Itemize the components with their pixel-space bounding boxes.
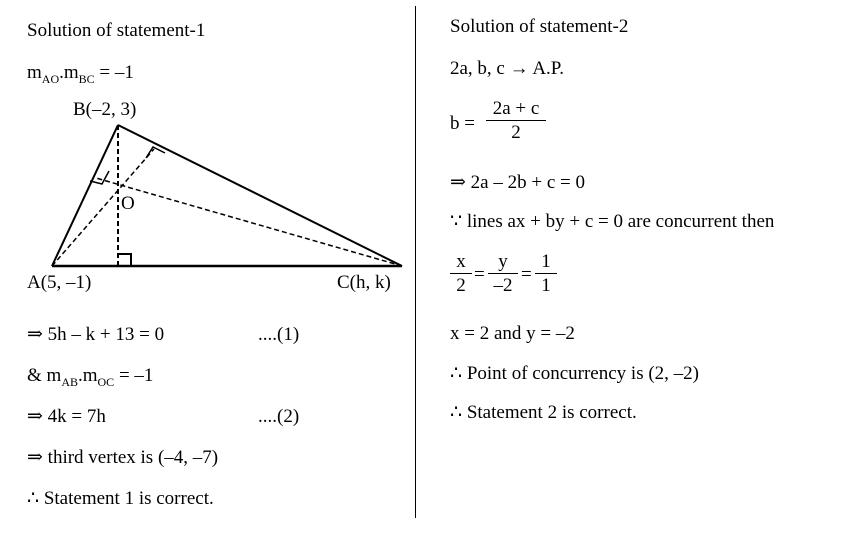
fraction-x-denominator: 2 <box>456 275 466 296</box>
equation-slope-product-2 <box>27 365 153 388</box>
eq2-dot-m: .m <box>77 365 98 386</box>
altitude-from-a <box>52 149 154 266</box>
equation-line-1: ⇒ 5h – k + 13 = 0 <box>27 324 165 345</box>
side-bc <box>118 125 402 266</box>
column-divider <box>415 6 416 518</box>
fraction-y-numerator: y <box>498 251 508 272</box>
third-vertex-line: ⇒ third vertex is (–4, –7) <box>27 447 219 468</box>
b-equals-label: b = <box>450 113 475 134</box>
eq2-sub-ab: AB <box>61 375 78 389</box>
right-angle-marker-ac <box>118 254 131 266</box>
concurrency-condition-line: ∵ lines ax + by + c = 0 are concurrent then <box>450 211 775 232</box>
xy-values-line: x = 2 and y = –2 <box>450 323 575 344</box>
fraction-one-denominator: 1 <box>541 275 551 296</box>
statement-2-conclusion: ∴ Statement 2 is correct. <box>450 402 637 423</box>
right-angle-marker-bc <box>146 147 165 158</box>
eq2-rhs: = –1 <box>114 365 154 386</box>
statement-1-heading: Solution of statement-1 <box>27 20 206 41</box>
eq2-pre: & m <box>27 365 62 386</box>
equation-ref-1: ....(1) <box>258 324 300 345</box>
point-of-concurrency-line: ∴ Point of concurrency is (2, –2) <box>450 363 700 384</box>
eq1-sub-ao: AO <box>41 72 60 86</box>
eq1-dot-m: .m <box>59 62 79 83</box>
statement-1-conclusion: ∴ Statement 1 is correct. <box>27 488 214 509</box>
fraction-one <box>535 251 557 298</box>
b-fraction-denominator: 2 <box>511 122 521 143</box>
eq1-rhs: = –1 <box>94 62 134 83</box>
label-vertex-a: A(5, –1) <box>27 272 92 293</box>
fraction-x <box>450 251 472 298</box>
b-fraction <box>486 98 546 145</box>
altitude-from-c <box>96 178 402 266</box>
linear-relation-line: ⇒ 2a – 2b + c = 0 <box>450 172 585 193</box>
side-ab <box>52 125 118 266</box>
equals-sign-1: = <box>474 264 485 285</box>
equals-sign-2: = <box>521 264 532 285</box>
equation-ref-2: ....(2) <box>258 406 300 427</box>
eq1-sub-bc: BC <box>78 72 95 86</box>
fraction-y-denominator: –2 <box>493 275 513 296</box>
b-fraction-numerator: 2a + c <box>492 98 540 119</box>
label-orthocenter-o: O <box>121 193 135 214</box>
statement-2-heading: Solution of statement-2 <box>450 16 629 37</box>
fraction-x-numerator: x <box>456 251 466 272</box>
label-vertex-c: C(h, k) <box>337 272 391 293</box>
eq1-m: m <box>27 62 42 83</box>
fraction-one-numerator: 1 <box>541 251 551 272</box>
eq2-sub-oc: OC <box>97 375 115 389</box>
equation-line-2: ⇒ 4k = 7h <box>27 406 106 427</box>
fraction-y <box>488 251 518 298</box>
ap-line: 2a, b, c → A.P. <box>450 58 564 79</box>
label-vertex-b: B(–2, 3) <box>73 99 137 120</box>
